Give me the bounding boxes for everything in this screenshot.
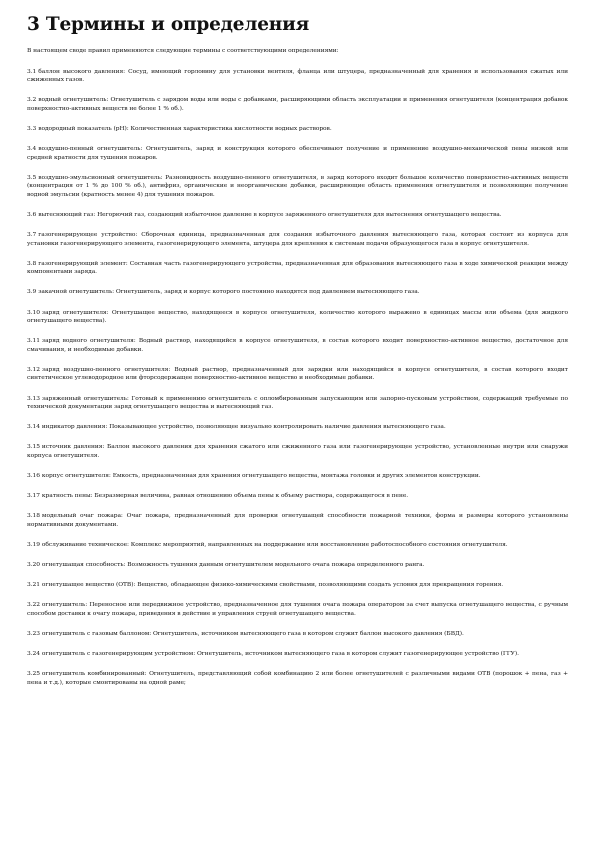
- definition-number: 3.24: [27, 650, 40, 657]
- definition-text: Емкость, предназначенная для хранения огнетушащего вещества, монтажа головки и других элементов конструкции.: [112, 473, 481, 480]
- definition-number: 3.8: [27, 260, 37, 267]
- definition-text: Огнетушитель с зарядом воды или воды с добавками, расширяющими область эксплуатации и применения огнетушителя (концентрация добавок поверхностно-активных веществ не более 1 % об.).: [27, 97, 568, 112]
- definition-item: [27, 96, 568, 113]
- definition-number: 3.3: [27, 125, 37, 132]
- definition-term: огнетушитель с газовым баллоном:: [41, 630, 152, 637]
- definition-term: огнетушитель комбинированный:: [41, 671, 147, 678]
- definition-item: [27, 211, 568, 220]
- definition-text: Водный раствор, предназначенный для зарядки или находящийся в корпусе огнетушителя, в состав которого входит синтетическое углеводородное или фторсодержащее поверхностно-активное вещество и необходимые добавки.: [27, 366, 569, 382]
- definition-text: Сосуд, имеющий горловину для установки вентиля, фланца или штуцера, предназначенный для хранения и использования сжатых или сжиженных газов.: [27, 68, 568, 84]
- intro-paragraph: В настоящем своде правил применяются следующие термины с соответствующими определениями:: [27, 48, 339, 54]
- definition-term: обслуживание техническое:: [41, 541, 129, 548]
- definition-term: корпус огнетушителя:: [41, 473, 111, 480]
- definition-number: 3.23: [27, 630, 40, 637]
- definition-item: [27, 288, 568, 297]
- definition-number: 3.18: [27, 513, 40, 520]
- definition-item: [27, 601, 568, 618]
- definition-text: Возможность тушения данным огнетушителем модельного очага пожара определенного ранга.: [127, 562, 425, 568]
- definition-term: огнетушитель с газогенерирующим устройством:: [41, 650, 196, 657]
- definition-number: 3.12: [27, 366, 40, 373]
- definition-number: 3.6: [27, 211, 37, 218]
- definition-text: Огнетушитель, заряд и корпус которого постоянно находятся под давлением вытесняющего газа.: [115, 289, 420, 296]
- definition-term: огнетушитель:: [41, 602, 88, 609]
- definition-number: 3.9: [27, 289, 37, 296]
- definition-term: заряженный огнетушитель:: [41, 395, 129, 402]
- definitions-list: [27, 68, 568, 688]
- definition-item: [27, 337, 568, 354]
- definition-text: Комплекс мероприятий, направленных на поддержание или восстановление работоспособного состояния огнетушителя.: [130, 541, 508, 548]
- definition-text: Огнетушитель, источником вытесняющего газа в котором служит газогенерирующее устройство (ГГУ).: [196, 650, 519, 657]
- definition-text: Водный раствор, находящийся в корпусе огнетушителя, в состав которого входит поверхностно-активное вещество, достаточное для смачивания, и необходимые добавки.: [27, 338, 568, 353]
- definition-text: Безразмерная величина, равная отношению объема пены к объему раствора, содержащегося в пене.: [94, 493, 409, 500]
- definition-number: 3.11: [27, 338, 40, 345]
- definition-item: [27, 366, 568, 383]
- definition-term: огнетушащее вещество (ОТВ):: [41, 582, 136, 589]
- definition-term: воздушно-пенный огнетушитель:: [38, 145, 143, 152]
- definition-term: огнетушащая способность:: [41, 562, 126, 568]
- definition-item: [27, 541, 568, 550]
- definition-term: закачной огнетушитель:: [38, 289, 115, 296]
- definition-term: газогенерирующий элемент:: [38, 260, 128, 267]
- definition-number: 3.4: [27, 145, 37, 152]
- definition-number: 3.7: [27, 232, 37, 239]
- definition-number: 3.10: [27, 309, 40, 316]
- definition-item: [27, 231, 568, 248]
- definition-item: [27, 581, 568, 590]
- definition-item: [27, 630, 568, 639]
- definition-term: газогенерирующее устройство:: [38, 232, 138, 239]
- definition-text: Готовый к применению огнетушитель с опломбированным запускающим или запорно-пусковым устройством, содержащий требуемые по технической документации заряд огнетушащего вещества и вытесняющий газ.: [27, 395, 569, 411]
- definition-term: водородный показатель (pH):: [38, 125, 129, 132]
- definition-term: воздушно-эмульсионный огнетушитель:: [38, 174, 163, 181]
- definition-term: индикатор давления:: [41, 424, 108, 431]
- definition-number: 3.16: [27, 473, 40, 480]
- definition-text: Огнетушитель, источником вытесняющего газа в котором служит баллон высокого давления (БВД).: [153, 630, 464, 637]
- definition-number: 3.1: [27, 68, 37, 75]
- definition-text: Количественная характеристика кислотности водных растворов.: [130, 125, 332, 132]
- definition-text: Сборочная единица, предназначенная для создания избыточного давления вытесняющего газа, которая состоит из корпуса для установки газогенерирующего элемента, газогенерирующего элемента, штуцера для крепления к системам подачи образующегося газа в корпус огнетушителя.: [27, 232, 568, 247]
- definition-text: Огнетушащее вещество, находящееся в корпусе огнетушителя, количество которого выражено в единицах массы или объема (для жидкого огнетушащего вещества).: [27, 309, 568, 325]
- definition-number: 3.25: [27, 671, 40, 678]
- definition-item: [27, 125, 568, 134]
- definition-item: [27, 492, 568, 501]
- definition-text: Вещество, обладающее физико-химическими свойствами, позволяющими создать условия для прекращения горения.: [137, 582, 504, 589]
- definition-text: Разновидность воздушно-пенного огнетушителя, в заряд которого входит большое количество поверхностно-активных веществ (концентрация от 1 % до 100 % об.), антифриз, органические и неорганические добавки, расширяющие область применения огнетушителя и позволяющие получение водной эмульсии (кратность менее 4) для тушения пожаров.: [27, 174, 568, 198]
- definition-item: [27, 561, 568, 570]
- definition-text: Негорючий газ, создающий избыточное давление в корпусе заряженного огнетушителя для вытеснения огнетушащего вещества.: [97, 211, 502, 218]
- section-title: 3 Термины и определения: [27, 14, 310, 35]
- definition-text: Показывающее устройство, позволяющее визуально контролировать наличие давления вытесняющего газа.: [109, 424, 446, 431]
- definition-number: 3.21: [27, 582, 40, 589]
- definition-term: вытесняющий газ:: [38, 211, 96, 218]
- definition-item: [27, 174, 568, 200]
- definition-number: 3.22: [27, 602, 40, 609]
- definition-term: заряд огнетушителя:: [41, 309, 109, 316]
- definition-number: 3.20: [27, 562, 40, 568]
- definition-item: [27, 650, 568, 659]
- definition-text: Баллон высокого давления для хранения сжатого или сжиженного газа или газогенерирующее устройство, установленные внутри или снаружи корпуса огнетушителя.: [27, 444, 568, 459]
- definition-number: 3.2: [27, 97, 37, 104]
- definition-text: Очаг пожара, предназначенный для проверки огнетушащей способности пожарной техники, форма и размеры которого установлены нормативными документами.: [27, 513, 569, 528]
- definition-item: [27, 512, 568, 529]
- definition-term: баллон высокого давления:: [38, 68, 126, 75]
- definition-item: [27, 395, 568, 412]
- definition-term: кратность пены:: [41, 493, 93, 500]
- definition-number: 3.13: [27, 395, 40, 402]
- definition-term: заряд воздушно-пенного огнетушителя:: [41, 366, 171, 373]
- definition-text: Огнетушитель, заряд и конструкция которого обеспечивают получение и применение воздушно-механической пены низкой или средней кратности для тушения пожаров.: [27, 145, 568, 161]
- definition-item: [27, 423, 568, 432]
- definition-term: заряд водного огнетушителя:: [41, 338, 136, 345]
- definition-term: источник давления:: [41, 444, 105, 451]
- definition-number: 3.17: [27, 493, 40, 500]
- definition-number: 3.15: [27, 444, 40, 451]
- definition-item: [27, 260, 568, 277]
- definition-number: 3.5: [27, 174, 37, 181]
- definition-number: 3.19: [27, 541, 40, 548]
- definition-text: Переносное или передвижное устройство, предназначенное для тушения очага пожара оператором за счет выпуска огнетушащего вещества, с ручным способом доставки к очагу пожара, приведения в действие и управления струей огнетушащего вещества.: [27, 602, 568, 617]
- definition-number: 3.14: [27, 424, 40, 431]
- definition-item: [27, 68, 568, 85]
- definition-item: [27, 309, 568, 326]
- definition-term: модельный очаг пожара:: [41, 513, 123, 520]
- definition-text: Составная часть газогенерирующего устройства, предназначенная для образования вытесняющего газа в ходе химической реакции между компонентами заряда.: [27, 260, 568, 276]
- definition-text: Огнетушитель, представляющий собой комбинацию 2 или более огнетушителей с различными видами ОТВ (порошок + пена, газ + пена и т.д.), которые смонтированы на одной раме;: [27, 671, 569, 686]
- definition-item: [27, 145, 568, 162]
- definition-item: [27, 472, 568, 481]
- definition-term: водный огнетушитель:: [38, 97, 109, 104]
- definition-item: [27, 670, 568, 687]
- definition-item: [27, 443, 568, 460]
